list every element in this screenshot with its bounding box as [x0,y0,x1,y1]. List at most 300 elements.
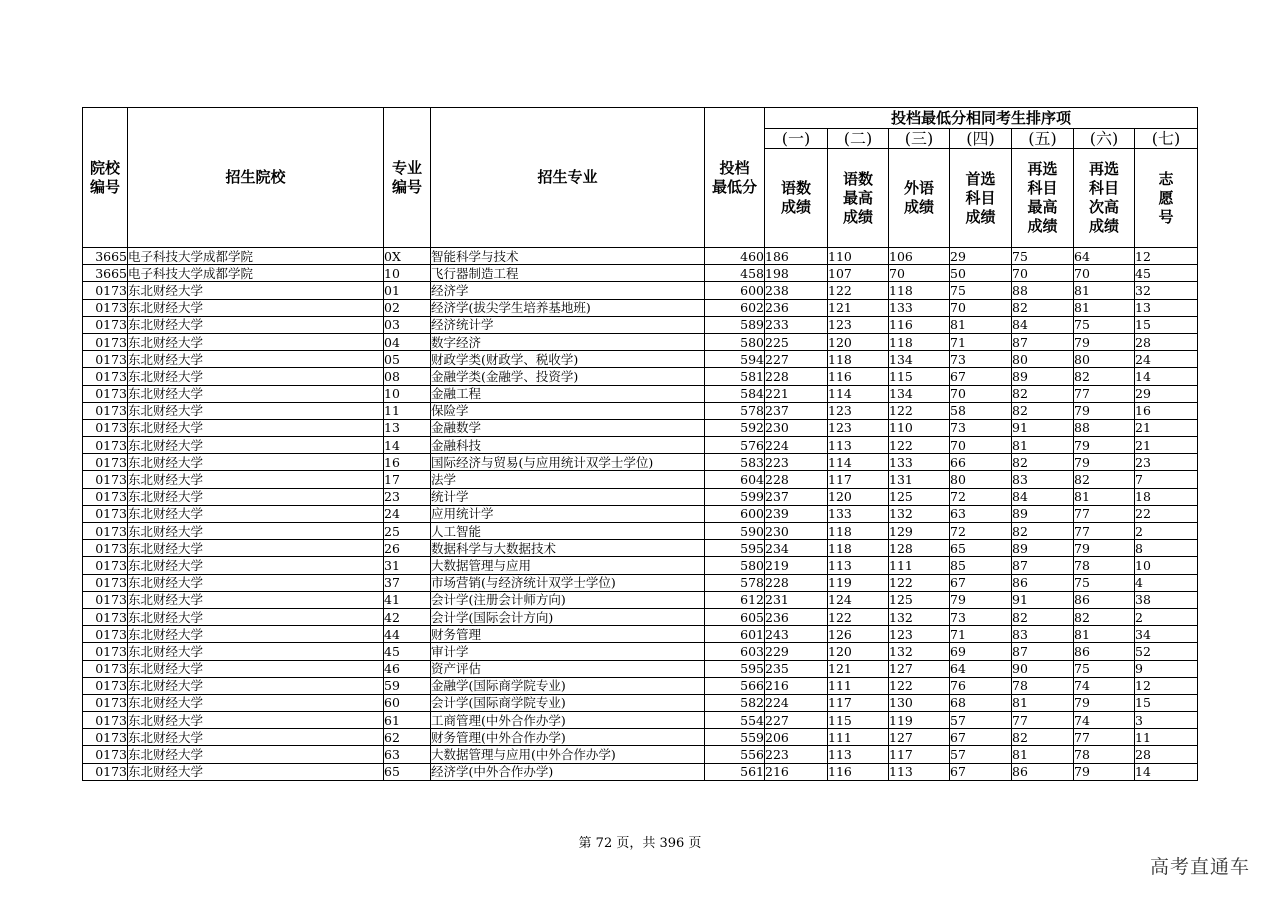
cell-first-subject: 79 [950,591,1012,608]
cell-school-code: 0173 [83,660,128,677]
cell-foreign-language: 115 [889,368,950,385]
cell-foreign-language: 127 [889,729,950,746]
cell-school-name: 东北财经大学 [128,419,384,436]
cell-first-subject: 75 [950,282,1012,299]
cell-major-code: 26 [384,540,431,557]
cell-first-subject: 67 [950,729,1012,746]
header-tiebreak-index: (六) [1074,129,1135,149]
cell-second-subject-next: 78 [1074,746,1135,763]
cell-chinese-math-max: 113 [828,746,889,763]
cell-major-code: 24 [384,505,431,522]
cell-first-subject: 69 [950,643,1012,660]
table-row [83,488,1198,505]
cell-major-code: 03 [384,316,431,333]
cell-major-code: 16 [384,454,431,471]
cell-min-score: 584 [705,385,765,402]
cell-preference-no: 21 [1135,419,1198,436]
table-row [83,385,1198,402]
cell-min-score: 581 [705,368,765,385]
cell-major-code: 13 [384,419,431,436]
cell-chinese-math-max: 121 [828,660,889,677]
cell-min-score: 599 [705,488,765,505]
cell-preference-no: 15 [1135,694,1198,711]
cell-school-name: 东北财经大学 [128,591,384,608]
cell-chinese-math-score: 216 [765,763,828,780]
cell-major-code: 46 [384,660,431,677]
cell-preference-no: 12 [1135,677,1198,694]
cell-preference-no: 11 [1135,729,1198,746]
cell-foreign-language: 133 [889,454,950,471]
header-tiebreak-index: (二) [828,129,889,149]
cell-chinese-math-max: 113 [828,437,889,454]
cell-major-code: 08 [384,368,431,385]
cell-second-subject-next: 64 [1074,248,1135,265]
cell-min-score: 602 [705,299,765,316]
cell-school-code: 0173 [83,626,128,643]
cell-school-code: 0173 [83,643,128,660]
header-tiebreak-label: 再选 科目 次高 成绩 [1074,149,1135,248]
cell-chinese-math-score: 237 [765,402,828,419]
cell-foreign-language: 134 [889,385,950,402]
cell-school-code: 0173 [83,402,128,419]
cell-chinese-math-score: 225 [765,333,828,350]
cell-second-subject-max: 89 [1012,540,1074,557]
cell-chinese-math-score: 227 [765,712,828,729]
cell-second-subject-next: 79 [1074,402,1135,419]
cell-major-code: 45 [384,643,431,660]
cell-chinese-math-score: 228 [765,471,828,488]
cell-major-name: 审计学 [431,643,705,660]
header-tiebreak-index: (七) [1135,129,1198,149]
cell-first-subject: 67 [950,574,1012,591]
header-tiebreak-label: 外语 成绩 [889,149,950,248]
cell-first-subject: 50 [950,265,1012,282]
cell-major-code: 04 [384,333,431,350]
cell-school-name: 东北财经大学 [128,351,384,368]
cell-foreign-language: 132 [889,608,950,625]
cell-major-name: 金融科技 [431,437,705,454]
cell-second-subject-next: 81 [1074,488,1135,505]
cell-second-subject-max: 83 [1012,471,1074,488]
cell-first-subject: 57 [950,712,1012,729]
cell-chinese-math-max: 126 [828,626,889,643]
cell-chinese-math-score: 237 [765,488,828,505]
cell-second-subject-next: 75 [1074,660,1135,677]
table-row [83,316,1198,333]
cell-foreign-language: 123 [889,626,950,643]
cell-chinese-math-max: 116 [828,368,889,385]
cell-school-name: 东北财经大学 [128,282,384,299]
table-body [83,248,1198,781]
cell-second-subject-max: 86 [1012,574,1074,591]
cell-chinese-math-score: 223 [765,454,828,471]
cell-school-code: 0173 [83,351,128,368]
cell-school-name: 东北财经大学 [128,437,384,454]
cell-foreign-language: 122 [889,437,950,454]
cell-preference-no: 13 [1135,299,1198,316]
cell-second-subject-max: 86 [1012,763,1074,780]
cell-min-score: 582 [705,694,765,711]
cell-major-name: 经济统计学 [431,316,705,333]
cell-major-name: 工商管理(中外合作办学) [431,712,705,729]
cell-school-name: 东北财经大学 [128,763,384,780]
cell-first-subject: 58 [950,402,1012,419]
cell-school-code: 0173 [83,368,128,385]
cell-second-subject-max: 82 [1012,299,1074,316]
cell-major-code: 02 [384,299,431,316]
cell-chinese-math-score: 221 [765,385,828,402]
cell-second-subject-next: 86 [1074,591,1135,608]
header-tiebreak-label: 首选 科目 成绩 [950,149,1012,248]
cell-foreign-language: 113 [889,763,950,780]
table-row [83,471,1198,488]
cell-min-score: 600 [705,282,765,299]
cell-second-subject-next: 88 [1074,419,1135,436]
cell-second-subject-next: 77 [1074,729,1135,746]
cell-school-name: 东北财经大学 [128,574,384,591]
table-row [83,608,1198,625]
cell-school-code: 0173 [83,299,128,316]
cell-preference-no: 38 [1135,591,1198,608]
cell-major-name: 大数据管理与应用 [431,557,705,574]
cell-preference-no: 4 [1135,574,1198,591]
cell-major-code: 23 [384,488,431,505]
cell-foreign-language: 132 [889,643,950,660]
cell-chinese-math-max: 121 [828,299,889,316]
cell-preference-no: 29 [1135,385,1198,402]
cell-foreign-language: 118 [889,333,950,350]
cell-first-subject: 81 [950,316,1012,333]
cell-min-score: 580 [705,333,765,350]
cell-foreign-language: 117 [889,746,950,763]
cell-major-name: 经济学(中外合作办学) [431,763,705,780]
cell-min-score: 576 [705,437,765,454]
cell-preference-no: 45 [1135,265,1198,282]
cell-major-name: 财务管理 [431,626,705,643]
header-min-score: 投档 最低分 [705,108,765,248]
cell-second-subject-next: 77 [1074,523,1135,540]
table-row [83,643,1198,660]
cell-foreign-language: 134 [889,351,950,368]
cell-foreign-language: 133 [889,299,950,316]
cell-preference-no: 21 [1135,437,1198,454]
cell-major-name: 市场营销(与经济统计双学士学位) [431,574,705,591]
cell-second-subject-max: 81 [1012,694,1074,711]
cell-major-name: 财务管理(中外合作办学) [431,729,705,746]
cell-major-code: 37 [384,574,431,591]
cell-min-score: 595 [705,660,765,677]
cell-major-code: 10 [384,265,431,282]
cell-chinese-math-score: 227 [765,351,828,368]
cell-foreign-language: 122 [889,574,950,591]
cell-foreign-language: 116 [889,316,950,333]
cell-chinese-math-max: 122 [828,608,889,625]
cell-chinese-math-score: 230 [765,419,828,436]
cell-first-subject: 72 [950,488,1012,505]
cell-preference-no: 3 [1135,712,1198,729]
table-row [83,746,1198,763]
table-row [83,712,1198,729]
cell-chinese-math-score: 228 [765,574,828,591]
cell-chinese-math-score: 206 [765,729,828,746]
table-row [83,574,1198,591]
cell-min-score: 561 [705,763,765,780]
table-row [83,282,1198,299]
cell-second-subject-next: 82 [1074,471,1135,488]
cell-chinese-math-score: 234 [765,540,828,557]
cell-preference-no: 32 [1135,282,1198,299]
cell-major-name: 人工智能 [431,523,705,540]
cell-first-subject: 64 [950,660,1012,677]
cell-chinese-math-score: 186 [765,248,828,265]
cell-school-code: 0173 [83,608,128,625]
cell-chinese-math-max: 116 [828,763,889,780]
header-tiebreak-label: 再选 科目 最高 成绩 [1012,149,1074,248]
cell-major-name: 会计学(注册会计师方向) [431,591,705,608]
table-row [83,248,1198,265]
cell-major-code: 61 [384,712,431,729]
cell-min-score: 592 [705,419,765,436]
cell-major-code: 01 [384,282,431,299]
cell-school-name: 东北财经大学 [128,557,384,574]
cell-min-score: 580 [705,557,765,574]
cell-second-subject-max: 80 [1012,351,1074,368]
cell-chinese-math-max: 118 [828,540,889,557]
cell-first-subject: 66 [950,454,1012,471]
cell-school-code: 3665 [83,265,128,282]
cell-school-code: 0173 [83,505,128,522]
header-tiebreak-index: (一) [765,129,828,149]
table-row [83,557,1198,574]
cell-chinese-math-max: 120 [828,643,889,660]
cell-major-name: 会计学(国际商学院专业) [431,694,705,711]
cell-min-score: 460 [705,248,765,265]
cell-chinese-math-score: 198 [765,265,828,282]
table-row [83,351,1198,368]
cell-second-subject-next: 82 [1074,368,1135,385]
header-school-code: 院校 编号 [83,108,128,248]
cell-second-subject-next: 81 [1074,299,1135,316]
cell-min-score: 583 [705,454,765,471]
cell-foreign-language: 130 [889,694,950,711]
cell-min-score: 612 [705,591,765,608]
cell-second-subject-max: 91 [1012,591,1074,608]
cell-chinese-math-max: 124 [828,591,889,608]
table-row [83,523,1198,540]
table-row [83,333,1198,350]
cell-second-subject-max: 84 [1012,488,1074,505]
cell-school-code: 0173 [83,712,128,729]
cell-second-subject-max: 81 [1012,746,1074,763]
cell-major-name: 资产评估 [431,660,705,677]
cell-foreign-language: 70 [889,265,950,282]
cell-school-code: 0173 [83,591,128,608]
cell-chinese-math-score: 233 [765,316,828,333]
cell-second-subject-max: 82 [1012,402,1074,419]
cell-chinese-math-score: 216 [765,677,828,694]
table-row [83,437,1198,454]
cell-preference-no: 24 [1135,351,1198,368]
cell-foreign-language: 131 [889,471,950,488]
cell-first-subject: 67 [950,763,1012,780]
cell-second-subject-next: 79 [1074,540,1135,557]
cell-school-name: 东北财经大学 [128,385,384,402]
cell-major-code: 59 [384,677,431,694]
watermark: 高考直通车 [1149,856,1250,878]
cell-major-name: 飞行器制造工程 [431,265,705,282]
cell-foreign-language: 128 [889,540,950,557]
cell-preference-no: 18 [1135,488,1198,505]
cell-second-subject-max: 88 [1012,282,1074,299]
cell-school-code: 0173 [83,419,128,436]
cell-first-subject: 71 [950,626,1012,643]
cell-min-score: 559 [705,729,765,746]
cell-school-name: 东北财经大学 [128,694,384,711]
cell-second-subject-max: 81 [1012,437,1074,454]
cell-chinese-math-score: 228 [765,368,828,385]
cell-school-name: 东北财经大学 [128,626,384,643]
cell-first-subject: 85 [950,557,1012,574]
cell-min-score: 600 [705,505,765,522]
cell-school-name: 东北财经大学 [128,540,384,557]
cell-school-code: 0173 [83,746,128,763]
cell-foreign-language: 129 [889,523,950,540]
cell-second-subject-next: 79 [1074,763,1135,780]
cell-major-name: 数据科学与大数据技术 [431,540,705,557]
cell-second-subject-next: 78 [1074,557,1135,574]
cell-second-subject-next: 75 [1074,574,1135,591]
cell-min-score: 578 [705,402,765,419]
cell-school-name: 东北财经大学 [128,677,384,694]
cell-school-code: 0173 [83,385,128,402]
cell-first-subject: 29 [950,248,1012,265]
cell-second-subject-next: 80 [1074,351,1135,368]
table-row [83,368,1198,385]
cell-major-code: 62 [384,729,431,746]
table-row [83,540,1198,557]
cell-chinese-math-max: 123 [828,402,889,419]
cell-min-score: 594 [705,351,765,368]
table-row [83,454,1198,471]
cell-school-name: 东北财经大学 [128,454,384,471]
cell-school-code: 0173 [83,471,128,488]
cell-preference-no: 16 [1135,402,1198,419]
cell-first-subject: 63 [950,505,1012,522]
cell-chinese-math-max: 115 [828,712,889,729]
cell-school-code: 3665 [83,248,128,265]
cell-school-name: 东北财经大学 [128,712,384,729]
cell-preference-no: 10 [1135,557,1198,574]
cell-first-subject: 73 [950,419,1012,436]
cell-major-code: 31 [384,557,431,574]
cell-school-name: 东北财经大学 [128,471,384,488]
cell-preference-no: 22 [1135,505,1198,522]
cell-school-code: 0173 [83,557,128,574]
cell-first-subject: 68 [950,694,1012,711]
cell-chinese-math-max: 117 [828,694,889,711]
cell-second-subject-max: 87 [1012,333,1074,350]
header-tiebreak-index: (五) [1012,129,1074,149]
cell-school-name: 东北财经大学 [128,523,384,540]
admission-score-table [82,107,1198,781]
cell-min-score: 590 [705,523,765,540]
cell-min-score: 556 [705,746,765,763]
cell-chinese-math-score: 239 [765,505,828,522]
cell-preference-no: 2 [1135,523,1198,540]
cell-first-subject: 70 [950,385,1012,402]
cell-second-subject-max: 78 [1012,677,1074,694]
cell-school-name: 东北财经大学 [128,402,384,419]
cell-school-code: 0173 [83,574,128,591]
cell-school-name: 东北财经大学 [128,746,384,763]
cell-preference-no: 23 [1135,454,1198,471]
cell-chinese-math-score: 236 [765,608,828,625]
cell-first-subject: 65 [950,540,1012,557]
cell-second-subject-next: 77 [1074,505,1135,522]
cell-major-name: 经济学 [431,282,705,299]
cell-chinese-math-score: 223 [765,746,828,763]
header-tiebreak-label: 语数 最高 成绩 [828,149,889,248]
cell-school-name: 东北财经大学 [128,608,384,625]
cell-major-name: 国际经济与贸易(与应用统计双学士学位) [431,454,705,471]
table-row [83,265,1198,282]
cell-first-subject: 73 [950,608,1012,625]
cell-first-subject: 71 [950,333,1012,350]
cell-second-subject-next: 79 [1074,437,1135,454]
cell-min-score: 595 [705,540,765,557]
cell-chinese-math-max: 113 [828,557,889,574]
cell-second-subject-max: 83 [1012,626,1074,643]
cell-school-name: 东北财经大学 [128,505,384,522]
cell-second-subject-max: 82 [1012,523,1074,540]
cell-school-code: 0173 [83,540,128,557]
cell-chinese-math-score: 238 [765,282,828,299]
cell-school-name: 东北财经大学 [128,368,384,385]
cell-chinese-math-max: 118 [828,523,889,540]
cell-first-subject: 72 [950,523,1012,540]
table-row [83,626,1198,643]
header-tiebreak-index: (三) [889,129,950,149]
page-footer: 第 72 页，共 396 页 [578,836,702,851]
cell-school-code: 0173 [83,333,128,350]
table-row [83,677,1198,694]
cell-major-name: 会计学(国际会计方向) [431,608,705,625]
cell-school-code: 0173 [83,316,128,333]
cell-school-name: 东北财经大学 [128,299,384,316]
header-tiebreak-label: 语数 成绩 [765,149,828,248]
cell-school-code: 0173 [83,437,128,454]
cell-preference-no: 28 [1135,746,1198,763]
table-row [83,419,1198,436]
table-row [83,591,1198,608]
header-tiebreak-title: 投档最低分相同考生排序项 [765,108,1198,129]
cell-chinese-math-score: 236 [765,299,828,316]
cell-preference-no: 14 [1135,368,1198,385]
cell-second-subject-max: 87 [1012,643,1074,660]
cell-chinese-math-score: 235 [765,660,828,677]
cell-second-subject-next: 86 [1074,643,1135,660]
cell-chinese-math-score: 224 [765,437,828,454]
cell-second-subject-max: 77 [1012,712,1074,729]
cell-major-code: 42 [384,608,431,625]
cell-min-score: 589 [705,316,765,333]
cell-foreign-language: 125 [889,591,950,608]
cell-school-name: 东北财经大学 [128,729,384,746]
cell-major-code: 05 [384,351,431,368]
cell-second-subject-max: 87 [1012,557,1074,574]
cell-major-code: 44 [384,626,431,643]
cell-chinese-math-max: 120 [828,488,889,505]
